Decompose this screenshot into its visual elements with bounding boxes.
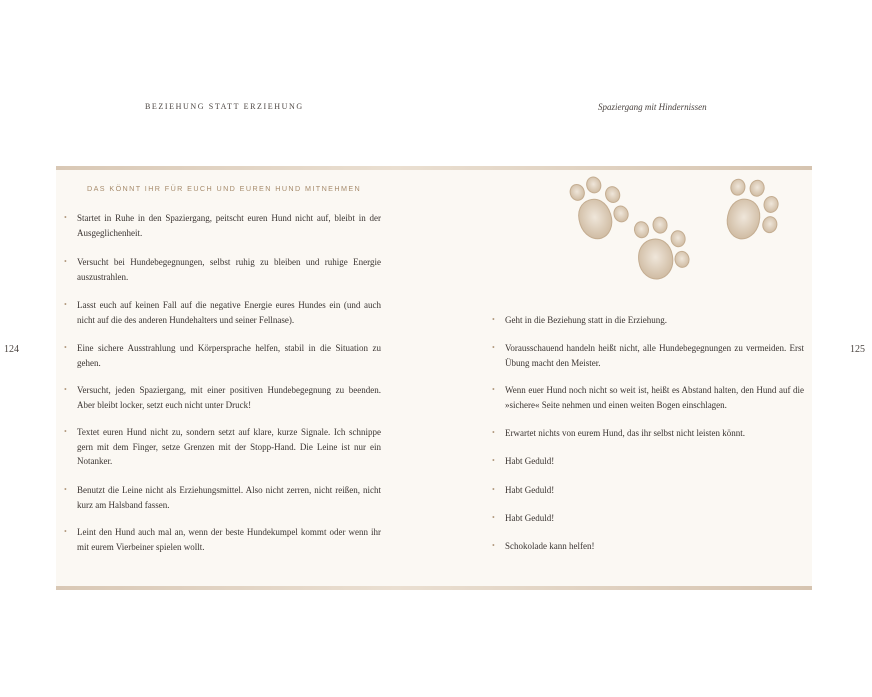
- box-top-rule: [56, 166, 812, 170]
- bullet-icon: •: [492, 541, 495, 550]
- bullet-icon: •: [64, 527, 67, 536]
- list-item: • Eine sichere Ausstrahlung und Körpersprache helfen, stabil in die Situation zu gehen.: [64, 343, 381, 368]
- box-title: DAS KÖNNT IHR FÜR EUCH UND EUREN HUND MITNEHMEN: [87, 184, 362, 193]
- paw-print-2: [633, 214, 691, 281]
- paw-print-1: [567, 176, 632, 243]
- bullet-icon: •: [64, 213, 67, 222]
- list-item: • Erwartet nichts von eurem Hund, das ihr selbst nicht leisten könnt.: [492, 426, 804, 441]
- list-item: • Textet euren Hund nicht zu, sondern setzt auf klare, kurze Signale. Ich schnippe gern mit dem Finger, setze Grenzen mit der Stopp-Hand. Die Leine ist nur ein Notanker.: [64, 427, 381, 466]
- bullet-icon: •: [492, 315, 495, 324]
- list-item: • Habt Geduld!: [492, 483, 804, 498]
- tips-box: [56, 166, 812, 590]
- list-item: • Wenn euer Hund noch nicht so weit ist, heißt es Abstand halten, den Hund auf die »sichere« Seite nehmen und einen weiten Bogen einschlagen.: [492, 385, 804, 410]
- page-number-right: 125: [850, 344, 865, 355]
- running-head-right: Spaziergang mit Hindernissen: [598, 102, 707, 112]
- list-item: • Schokolade kann helfen!: [492, 539, 804, 554]
- list-item: • Lasst euch auf keinen Fall auf die negative Energie eures Hundes ein (und auch nicht auf die des anderen Hundehalters und seiner Fellnase).: [64, 300, 381, 325]
- list-item: • Leint den Hund auch mal an, wenn der beste Hundekumpel kommt oder wenn ihr mit eurem Vierbeiner spielen wollt.: [64, 527, 381, 552]
- list-item: • Geht in die Beziehung statt in die Erziehung.: [492, 313, 804, 328]
- running-head-left: BEZIEHUNG STATT ERZIEHUNG: [145, 102, 304, 111]
- list-item: • Benutzt die Leine nicht als Erziehungsmittel. Also nicht zerren, nicht reißen, nicht kurz am Halsband fassen.: [64, 485, 381, 510]
- bullet-icon: •: [64, 485, 67, 494]
- paw-print-3: [721, 176, 786, 246]
- box-bottom-rule: [56, 586, 812, 590]
- list-item: • Versucht bei Hundebegegnungen, selbst ruhig zu bleiben und ruhige Energie auszustrahlen.: [64, 257, 381, 282]
- bullet-icon: •: [64, 257, 67, 266]
- bullet-icon: •: [64, 427, 67, 436]
- page-number-left: 124: [4, 344, 19, 355]
- bullet-icon: •: [64, 300, 67, 309]
- list-item: • Startet in Ruhe in den Spaziergang, peitscht euren Hund nicht auf, bleibt in der Ausgeglichenheit.: [64, 213, 381, 238]
- paw-prints-icon: [556, 176, 806, 301]
- bullet-icon: •: [492, 428, 495, 437]
- list-item: • Vorausschauend handeln heißt nicht, alle Hundebegegnungen zu vermeiden. Erst Übung macht den Meister.: [492, 343, 804, 368]
- bullet-icon: •: [64, 343, 67, 352]
- list-item: • Versucht, jeden Spaziergang, mit einer positiven Hundebegegnung zu beenden. Aber bleibt locker, setzt euch nicht unter Druck!: [64, 385, 381, 410]
- bullet-icon: •: [492, 343, 495, 352]
- list-item: • Habt Geduld!: [492, 454, 804, 469]
- bullet-icon: •: [492, 513, 495, 522]
- bullet-icon: •: [64, 385, 67, 394]
- bullet-icon: •: [492, 385, 495, 394]
- bullet-icon: •: [492, 485, 495, 494]
- list-item: • Habt Geduld!: [492, 511, 804, 526]
- bullet-icon: •: [492, 456, 495, 465]
